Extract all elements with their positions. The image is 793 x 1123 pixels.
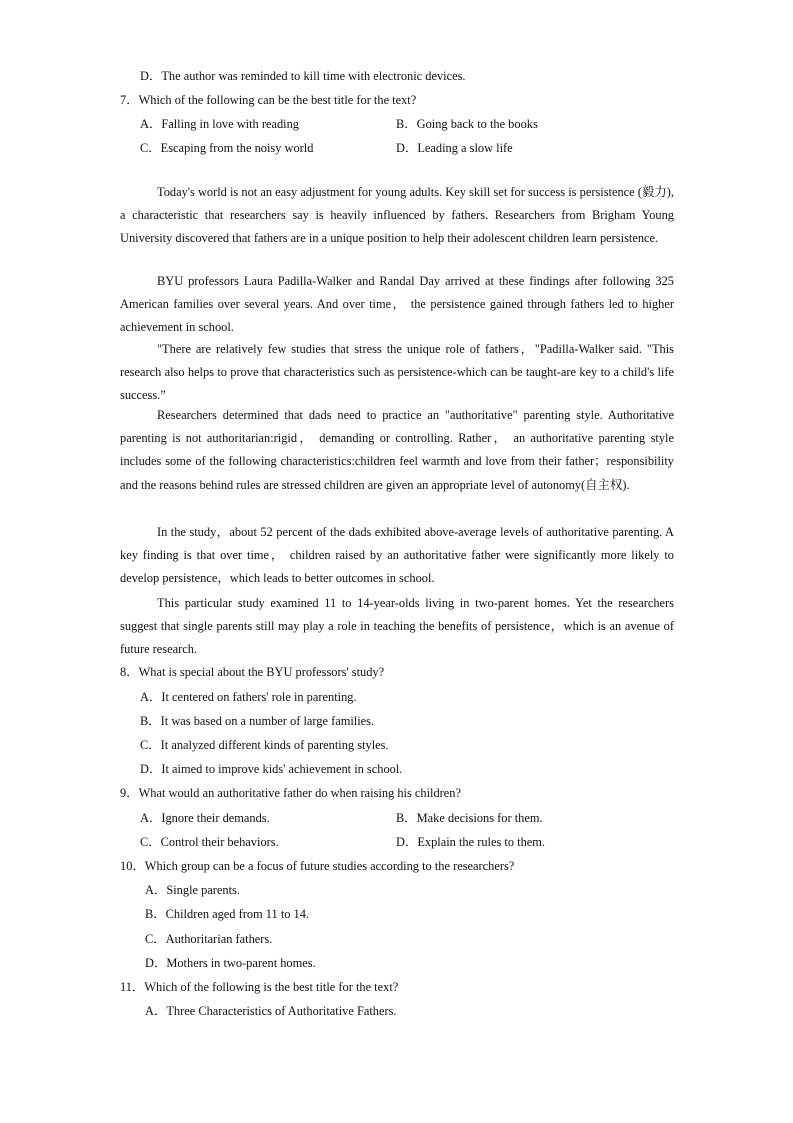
q10-option-a: A．Single parents. bbox=[145, 883, 240, 897]
q11-stem: 11．Which of the following is the best title for the text? bbox=[120, 980, 399, 994]
q8-stem: 8．What is special about the BYU professors' study? bbox=[120, 665, 385, 679]
passage-paragraph-3: "There are relatively few studies that stress the unique role of fathers，"Padilla-Walker said. "This research also helps to prove that characteristics such as persistence-which can be taught-are key to a child's life success.” bbox=[120, 342, 674, 403]
q6-option-d: D．The author was reminded to kill time with electronic devices. bbox=[140, 69, 466, 83]
q9-option-b: B．Make decisions for them. bbox=[396, 811, 543, 825]
q8-option-b: B．It was based on a number of large families. bbox=[140, 714, 375, 728]
q7-option-b: B．Going back to the books bbox=[396, 117, 538, 131]
q7-option-a: A．Falling in love with reading bbox=[140, 117, 299, 131]
q8-option-d: D．It aimed to improve kids' achievement in school. bbox=[140, 762, 403, 776]
q9-option-a: A．Ignore their demands. bbox=[140, 811, 270, 825]
passage-paragraph-6: This particular study examined 11 to 14-year-olds living in two-parent homes. Yet the researchers suggest that single parents still may play a role in teaching the benefits of persistence，which is an avenue of future research. bbox=[120, 596, 674, 657]
q7-option-d: D．Leading a slow life bbox=[396, 141, 513, 155]
q9-option-d: D．Explain the rules to them. bbox=[396, 835, 546, 849]
q9-option-c: C．Control their behaviors. bbox=[140, 835, 279, 849]
q7-stem: 7．Which of the following can be the best title for the text? bbox=[120, 93, 417, 107]
q10-stem: 10．Which group can be a focus of future studies according to the researchers? bbox=[120, 859, 515, 873]
passage-paragraph-4: Researchers determined that dads need to practice an "authoritative" parenting style. Authoritative parenting is not authoritarian:rigid， demanding or controlling. Rather， an authoritative parenting style includes some of the following characteristics:children feel warmth and love from their father；responsibility and the reasons behind rules are stressed children are given an appropriate level of autonomy(自主权). bbox=[120, 408, 674, 492]
passage-paragraph-1: Today's world is not an easy adjustment for young adults. Key skill set for success is persistence (毅力), a characteristic that researchers say is heavily influenced by fathers. Researchers from Brigham Young University discovered that fathers are in a unique position to help their adolescent children learn persistence. bbox=[120, 185, 674, 246]
q10-option-d: D．Mothers in two-parent homes. bbox=[145, 956, 316, 970]
q8-option-c: C．It analyzed different kinds of parenting styles. bbox=[140, 738, 389, 752]
q10-option-c: C．Authoritarian fathers. bbox=[145, 932, 273, 946]
q8-option-a: A．It centered on fathers' role in parenting. bbox=[140, 690, 357, 704]
q7-option-c: C．Escaping from the noisy world bbox=[140, 141, 314, 155]
passage-paragraph-5: In the study，about 52 percent of the dads exhibited above-average levels of authoritative parenting. A key finding is that over time， children raised by an authoritative father were significantly more likely to develop persistence，which leads to better outcomes in school. bbox=[120, 525, 674, 586]
q10-option-b: B．Children aged from 11 to 14. bbox=[145, 907, 310, 921]
passage-paragraph-2: BYU professors Laura Padilla-Walker and Randal Day arrived at these findings after following 325 American families over several years. And over time， the persistence gained through fathers led to higher achievement in school. bbox=[120, 274, 674, 335]
q9-stem: 9．What would an authoritative father do when raising his children? bbox=[120, 786, 461, 800]
q11-option-a: A．Three Characteristics of Authoritative Fathers. bbox=[145, 1004, 397, 1018]
